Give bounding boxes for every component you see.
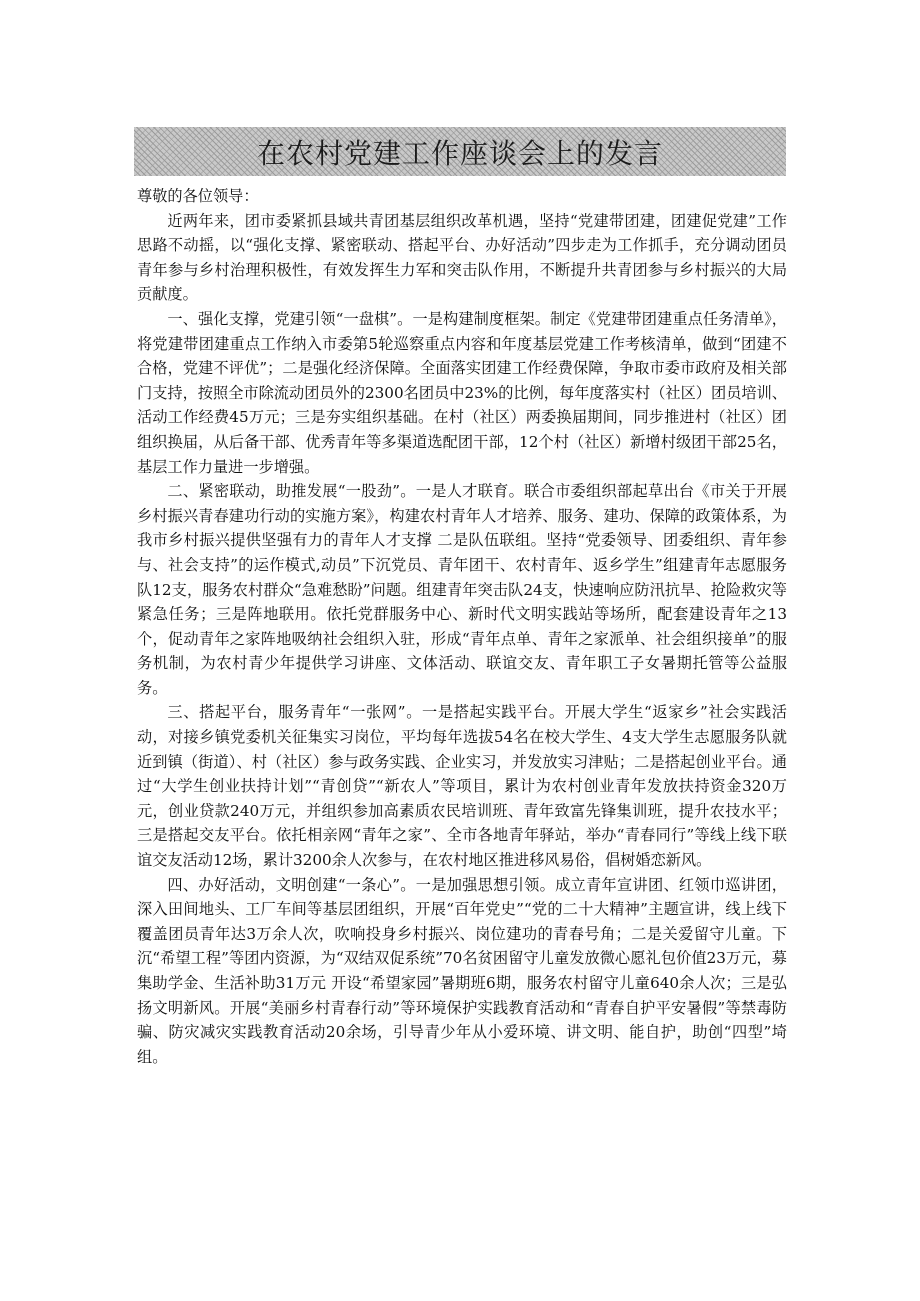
document-title: 在农村党建工作座谈会上的发言 <box>256 136 663 170</box>
paragraph-section-3: 三、搭起平台，服务青年“一张网”。一是搭起实践平台。开展大学生“返家乡”社会实践活动，对接乡镇党委机关征集实习岗位，平均每年选拔54名在校大学生、4支大学生志愿服务队就近到镇（街道）、村（社区）参与政务实践、企业实习，并发放实习津贴；二是搭起创业平台。通过“大学生创业扶持计划”“青创贷”“新农人”等项目，累计为农村创业青年发放扶持资金320万元，创业贷款240万元，并组织参加高素质农民培训班、青年致富先锋集训班，提升农技水平；三是搭起交友平台。依托相亲网“青年之家”、全市各地青年驿站，举办“青春同行”等线上线下联谊交友活动12场，累计3200余人次参与，在农村地区推进移风易俗，倡树婚恋新风。 <box>137 703 787 870</box>
paragraph-section-2: 二、紧密联动，助推发展“一股劲”。一是人才联育。联合市委组织部起草出台《市关于开展乡村振兴青春建功行动的实施方案》，构建农村青年人才培养、服务、建功、保障的政策体系，为我市乡村振兴提供坚强有力的青年人才支撑 二是队伍联组。坚持“党委领导、团委组织、青年参与、社会支持”的运作模式,动员”下沉党员、青年团干、农村青年、返乡学生”组建青年志愿服务队12支，服务农村群众“急难愁盼”问题。组建青年突击队24支，快速响应防汛抗旱、抢险救灾等紧急任务；三是阵地联用。依托党群服务中心、新时代文明实践站等场所，配套建设青年之13个，促动青年之家阵地吸纳社会组织入驻，形成“青年点单、青年之家派单、社会组织接单”的服务机制，为农村青少年提供学习讲座、文体活动、联谊交友、青年职工子女暑期托管等公益服务。 <box>137 482 787 697</box>
salutation: 尊敬的各位领导： <box>137 187 259 205</box>
paragraph-section-1: 一、强化支撑，党建引领“一盘棋”。一是构建制度框架。制定《党建带团建重点任务清单》，将党建带团建重点工作纳入市委第5轮巡察重点内容和年度基层党建工作考核清单，做到“团建不合格，党建不评优”；二是强化经济保障。全面落实团建工作经费保障，争取市委市政府及相关部门支持，按照全市除流动团员外的2300名团员中23%的比例，每年度落实村（社区）团员培训、活动工作经费45万元；三是夯实组织基础。在村（社区）两委换届期间，同步推进村（社区）团组织换届，从后备干部、优秀青年等多渠道选配团干部，12个村（社区）新增村级团干部25名，基层工作力量进一步增强。 <box>137 309 787 476</box>
title-banner <box>134 127 786 176</box>
paragraph-intro: 近两年来，团市委紧抓县域共青团基层组织改革机遇，坚持“党建带团建，团建促党建”工作思路不动摇，以“强化支撑、紧密联动、搭起平台、办好活动”四步走为工作抓手，充分调动团员青年参与乡村治理积极性，有效发挥生力军和突击队作用，不断提升共青团参与乡村振兴的大局贡献度。 <box>137 211 787 304</box>
document-body <box>137 184 787 1069</box>
paragraph-section-4: 四、办好活动，文明创建“一条心”。一是加强思想引领。成立青年宣讲团、红领巾巡讲团，深入田间地头、工厂车间等基层团组织，开展“百年党史”“党的二十大精神”主题宣讲，线上线下覆盖团员青年达3万余人次，吹响投身乡村振兴、岗位建功的青春号角；二是关爱留守儿童。下沉“希望工程”等团内资源，为“双结双促系统”70名贫困留守儿童发放微心愿礼包价值23万元，募集助学金、生活补助31万元 开设“希望家园”暑期班6期，服务农村留守儿童640余人次；三是弘扬文明新风。开展“美丽乡村青春行动”等环境保护实践教育活动和“青春自护平安暑假”等禁毒防骗、防灾减灾实践教育活动20余场，引导青少年从小爱环境、讲文明、能自护，助创“四型”埼组。 <box>137 875 787 1066</box>
